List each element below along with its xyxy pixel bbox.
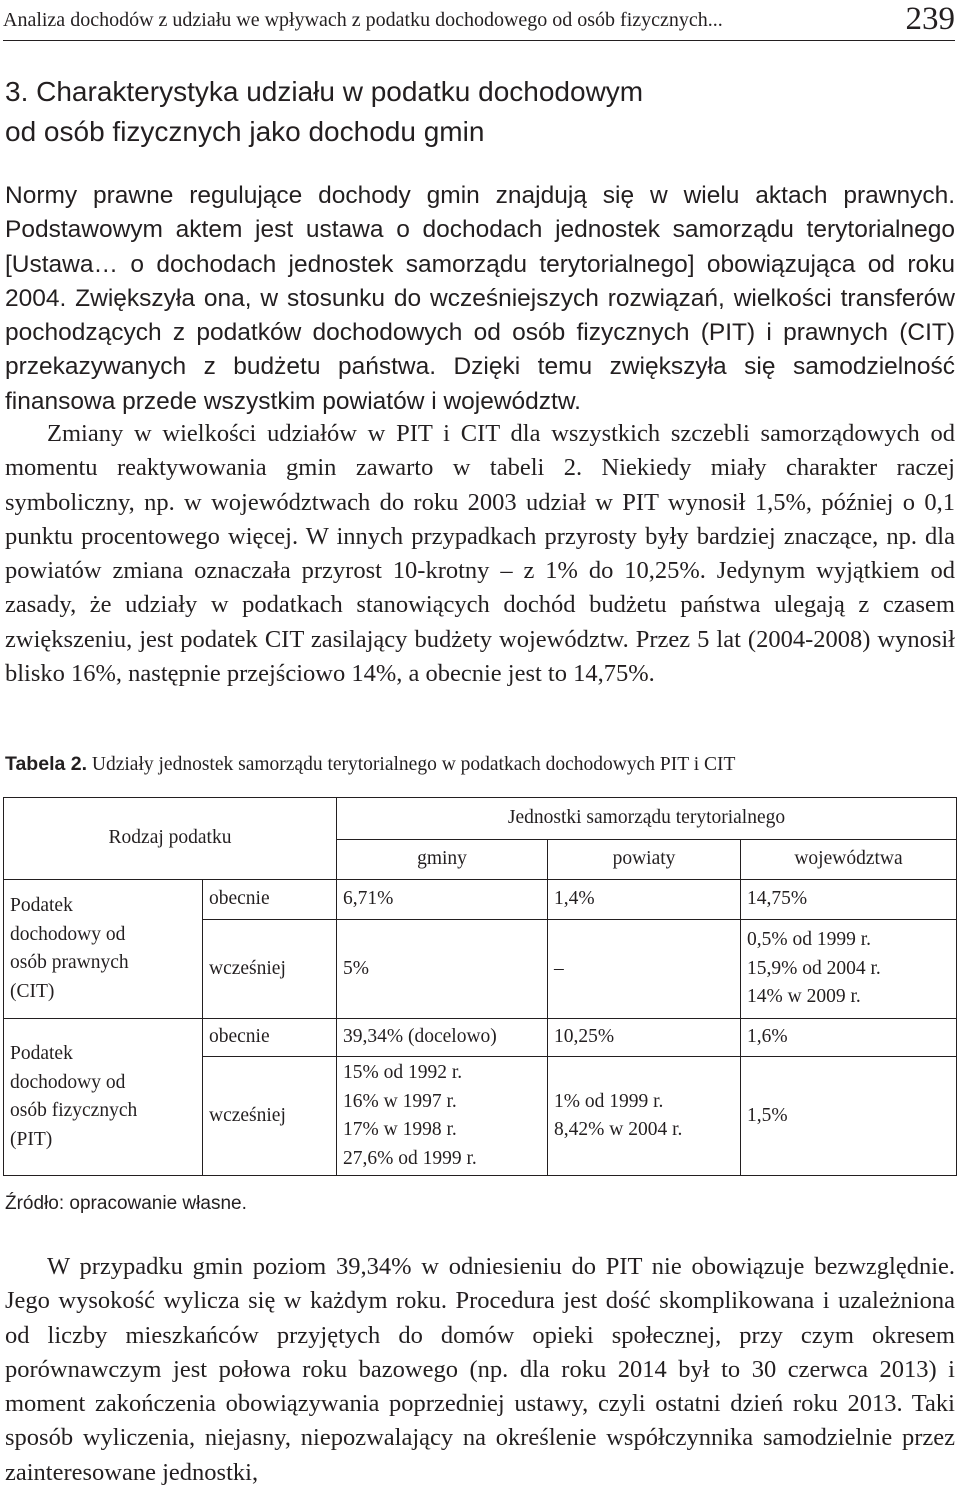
cit-before-gminy: 5%	[337, 920, 548, 1019]
pit-label-line: (PIT)	[10, 1128, 53, 1150]
table-caption-text: Udziały jednostek samorządu terytorialnego w podatkach dochodowych PIT i CIT	[91, 754, 736, 775]
section-heading-line-1: 3. Charakterystyka udziału w podatku dochodowym	[5, 76, 644, 107]
paragraph-1: Normy prawne regulujące dochody gmin znajdują się w wielu aktach prawnych. Podstawowym aktem jest ustawa o dochodach jednostek samorządu terytorialnego [Ustawa… o dochodach jednostek samorządu terytorialnego] obowiązująca od roku 2004. Zwiększyła ona, w stosunku do wcześniejszych rozwiązań, wielkości transferów pochodzących z podatków dochodowych od osób fizycznych (PIT) i prawnych (CIT) przekazywanych z budżetu państwa. Dzięki temu zwiększyła się samodzielność finansowa przede wszystkim powiatów i województw.	[5, 182, 955, 415]
cit-label-line: dochodowy od	[10, 923, 126, 945]
cell-line: 0,5% od 1999 r.	[747, 929, 872, 951]
paragraph-block-3	[5, 1250, 955, 1490]
paragraph-block-2	[5, 417, 955, 691]
page-number: 239	[905, 1, 955, 37]
pit-before-powiaty	[548, 1057, 741, 1176]
table-row	[4, 880, 957, 920]
cit-before-period: wcześniej	[203, 920, 337, 1019]
pit-label-line: dochodowy od	[10, 1071, 126, 1093]
pit-label-line: osób fizycznych	[10, 1100, 138, 1121]
pit-before-wojewodztwa: 1,5%	[741, 1057, 957, 1176]
paragraph-block-1	[5, 179, 955, 419]
cell-line: 27,6% od 1999 r.	[343, 1147, 477, 1169]
table-caption	[5, 753, 955, 776]
cell-line: 14% w 2009 r.	[747, 986, 861, 1008]
header-wojewodztwa: województwa	[741, 840, 957, 880]
cit-label-line: osób prawnych	[10, 952, 129, 973]
cit-before-wojewodztwa	[741, 920, 957, 1019]
header-gminy: gminy	[337, 840, 548, 880]
pit-before-gminy	[337, 1057, 548, 1176]
pit-now-period: obecnie	[203, 1019, 337, 1057]
cell-line: 1% od 1999 r.	[554, 1090, 664, 1112]
cit-label	[4, 880, 203, 1019]
cit-now-gminy: 6,71%	[337, 880, 548, 920]
running-head-title: Analiza dochodów z udziału we wpływach z podatku dochodowego od osób fizycznych...	[3, 9, 723, 31]
header-units: Jednostki samorządu terytorialnego	[337, 798, 957, 840]
cit-before-powiaty: –	[548, 920, 741, 1019]
pit-now-wojewodztwa: 1,6%	[741, 1019, 957, 1057]
table-header-row-1	[4, 798, 957, 840]
shares-table	[3, 797, 957, 1176]
pit-label-line: Podatek	[10, 1043, 73, 1064]
table-row	[4, 1019, 957, 1057]
table-source: Źródło: opracowanie własne.	[5, 1193, 247, 1214]
paragraph-3: W przypadku gmin poziom 39,34% w odniesieniu do PIT nie obowiązuje bezwzględnie. Jego wysokość wylicza się w każdym roku. Procedura jest dość skomplikowana i uzależniona od liczby mieszkańców przyjętych do domów opieki społecznej, przy czym okresem porównawczym jest połowa roku bazowego (np. dla roku 2014 był to 30 czerwca 2013) i moment zakończenia obowiązywania poprzedniej ustawy, czyli ostatni dzień roku 2013. Taki sposób wyliczenia, niejasny, niepozwalający na określenie współczynnika samodzielnie przez zainteresowane jednostki,	[5, 1253, 955, 1486]
header-kind: Rodzaj podatku	[4, 798, 337, 880]
running-head	[3, 1, 955, 41]
cit-now-period: obecnie	[203, 880, 337, 920]
table-caption-label: Tabela 2.	[5, 753, 88, 775]
cell-line: 15,9% od 2004 r.	[747, 957, 881, 979]
pit-now-gminy: 39,34% (docelowo)	[337, 1019, 548, 1057]
section-heading-line-2: od osób fizycznych jako dochodu gmin	[5, 116, 485, 147]
cell-line: 8,42% w 2004 r.	[554, 1119, 683, 1140]
cit-label-line: Podatek	[10, 895, 73, 916]
pit-label	[4, 1019, 203, 1176]
pit-now-powiaty: 10,25%	[548, 1019, 741, 1057]
pit-before-period: wcześniej	[203, 1057, 337, 1176]
paragraph-2: Zmiany w wielkości udziałów w PIT i CIT dla wszystkich szczebli samorządowych od momentu reaktywowania gmin zawarto w tabeli 2. Niekiedy miały charakter raczej symboliczny, np. w województwach do roku 2003 udział w PIT wynosił 1,5%, później o 0,1 punktu procentowego więcej. W innych przypadkach przyrosty były bardziej znaczące, np. dla powiatów zmiana oznaczała przyrost 10-krotny – z 1% do 10,25%. Jedynym wyjątkiem od zasady, że udziały w podatkach stanowiących dochód budżetu państwa ulegają z czasem zwiększeniu, jest podatek CIT zasilający budżety województw. Przez 5 lat (2004-2008) wynosił blisko 16%, następnie przejściowo 14%, a obecnie jest to 14,75%.	[5, 420, 955, 688]
header-powiaty: powiaty	[548, 840, 741, 880]
cell-line: 15% od 1992 r.	[343, 1062, 463, 1083]
cell-line: 16% w 1997 r.	[343, 1090, 457, 1112]
cit-label-line: (CIT)	[10, 980, 55, 1002]
cell-line: 17% w 1998 r.	[343, 1119, 457, 1140]
section-heading	[5, 72, 905, 152]
cit-now-wojewodztwa: 14,75%	[741, 880, 957, 920]
cit-now-powiaty: 1,4%	[548, 880, 741, 920]
